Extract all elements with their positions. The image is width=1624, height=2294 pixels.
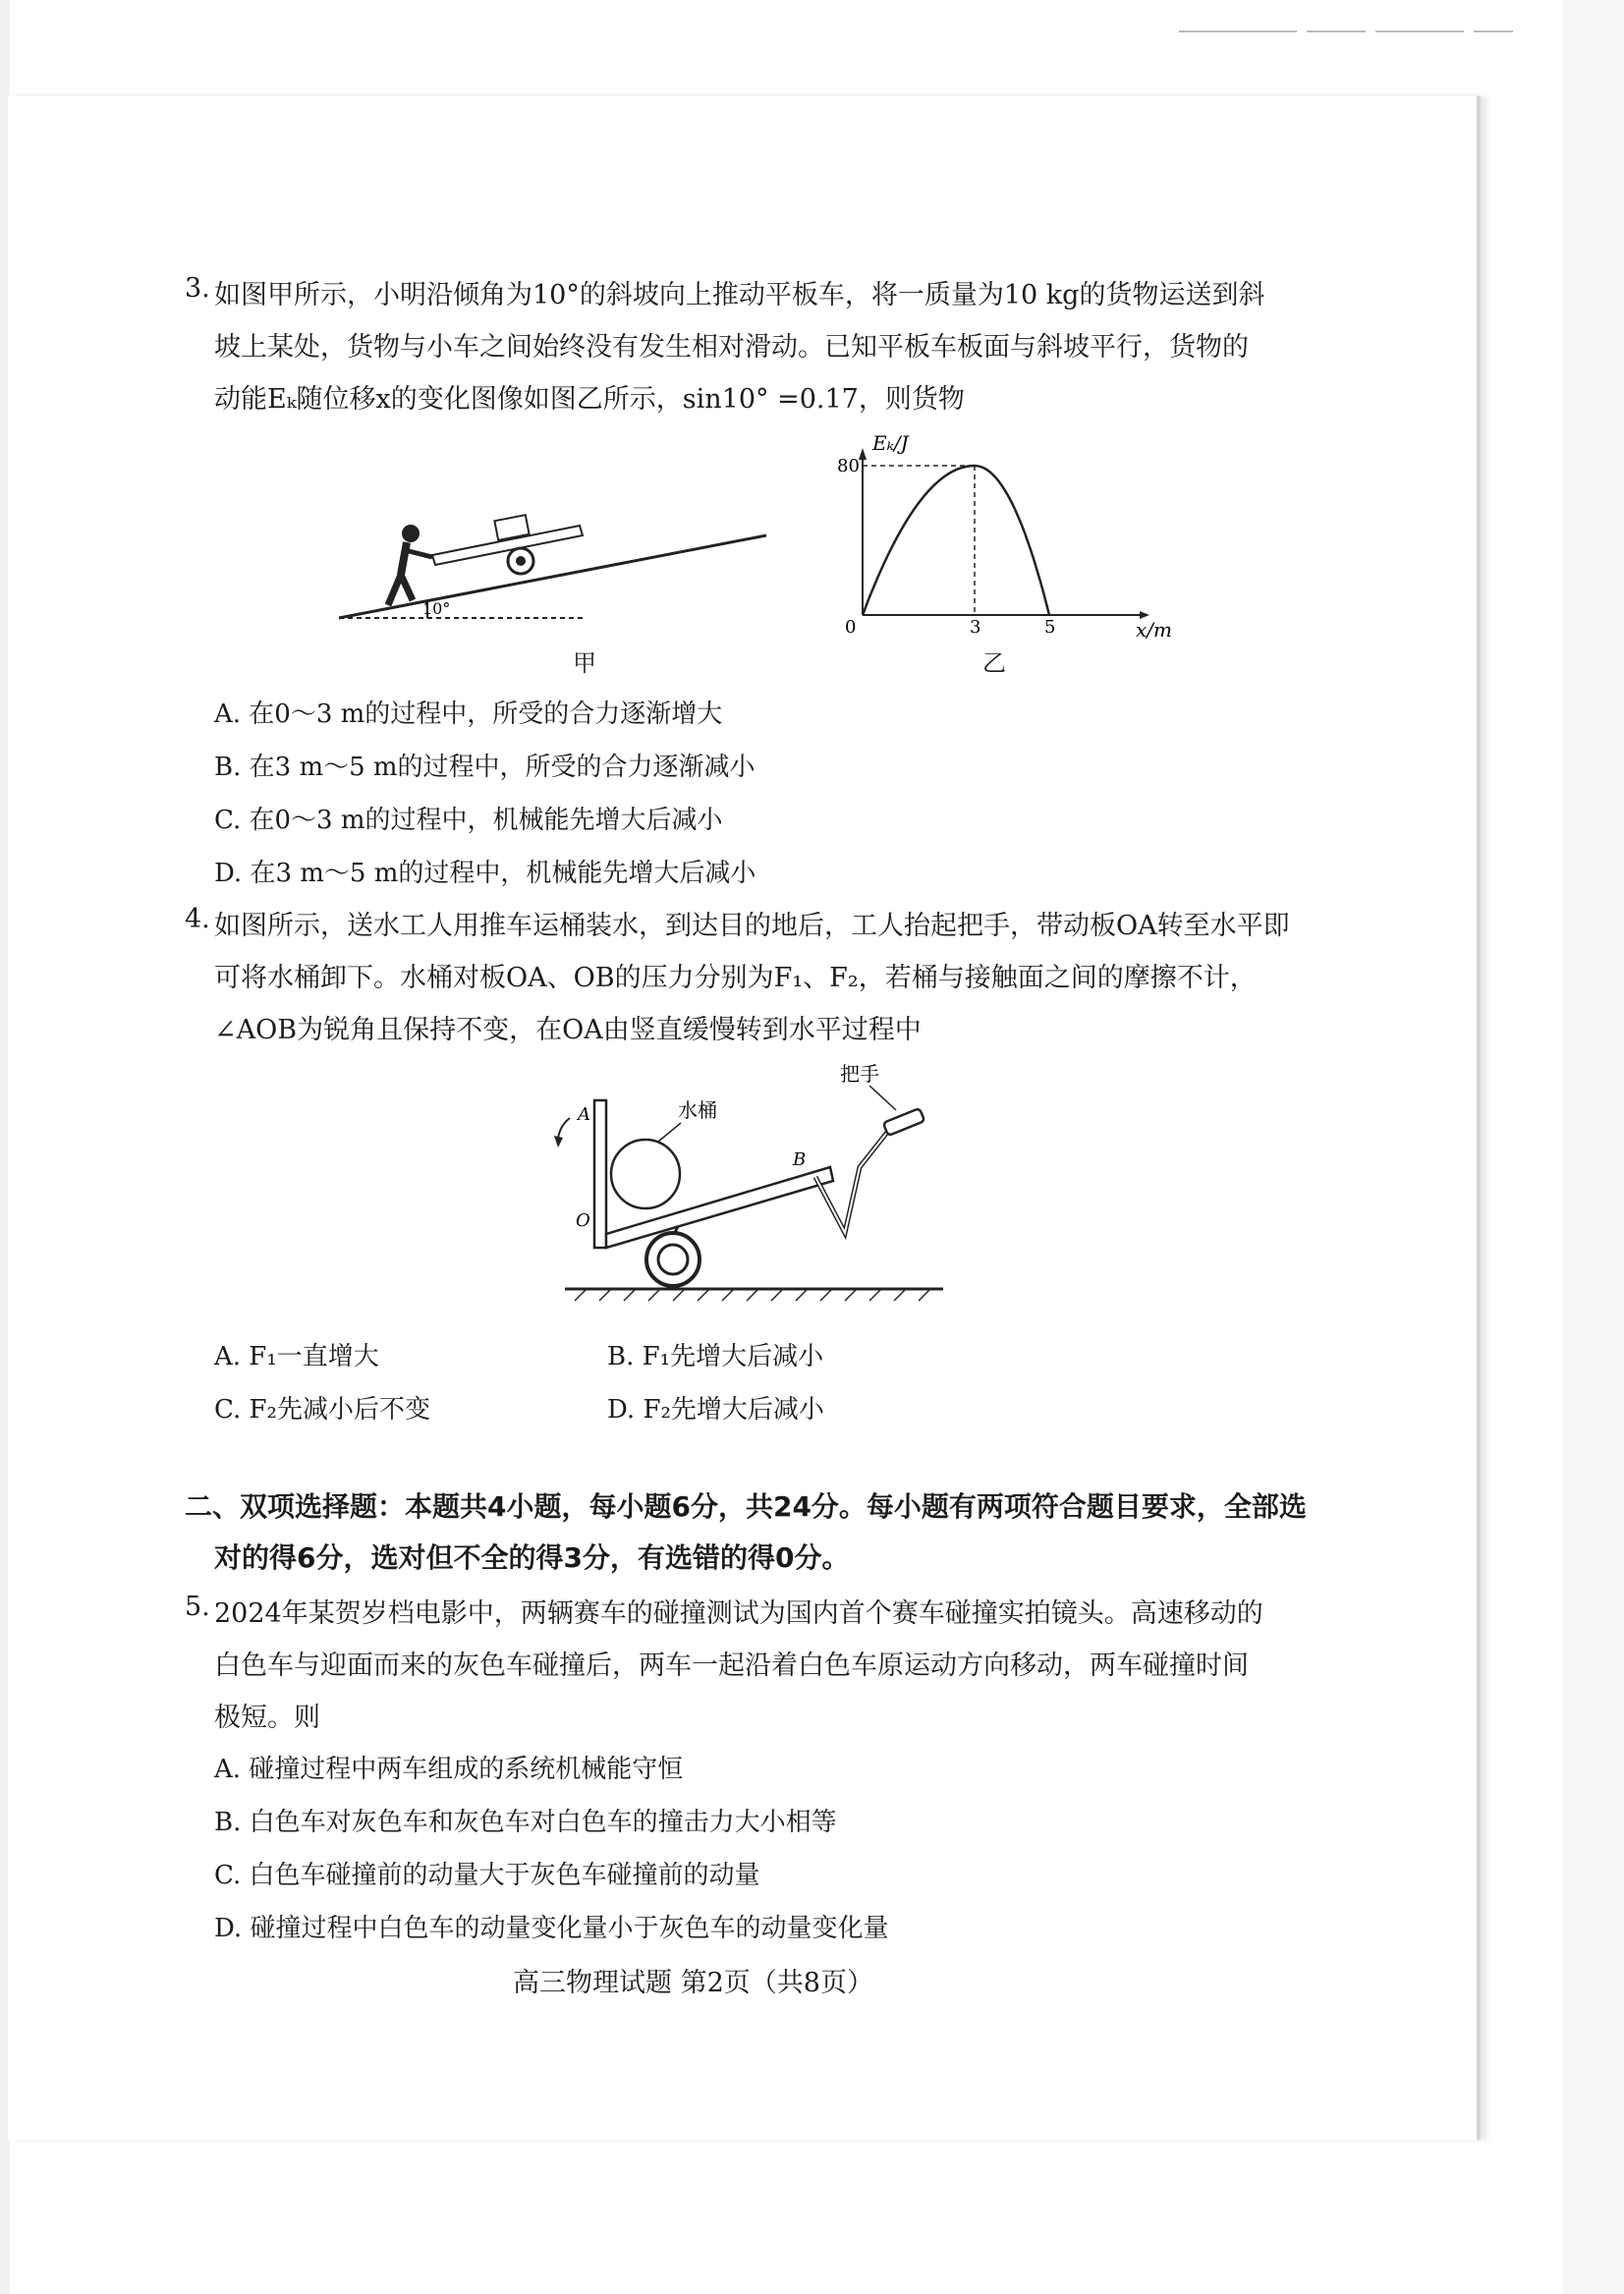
q3-stem-line2: 坡上某处，货物与小车之间始终没有发生相对滑动。已知平板车板面与斜坡平行，货物的	[214, 332, 1249, 363]
q3-option-c: C. 在0～3 m的过程中，机械能先增大后减小	[214, 806, 723, 835]
q3-option-b: B. 在3 m～5 m的过程中，所受的合力逐渐减小	[214, 753, 756, 782]
q4-option-a: A. F₁一直增大	[214, 1342, 379, 1371]
wheel-hub	[658, 1245, 688, 1274]
board-oa	[594, 1100, 606, 1248]
ground-hatch	[575, 1289, 930, 1301]
angle-label: 10°	[422, 599, 451, 618]
q5-option-d: D. 碰撞过程中白色车的动量变化量小于灰色车的动量变化量	[214, 1914, 889, 1943]
q4-figure-cart	[550, 1061, 953, 1307]
rotation-arrow	[558, 1118, 570, 1140]
y-axis-arrow	[859, 448, 867, 460]
q3-number: 3.	[185, 273, 210, 304]
q3-ek-chart	[835, 428, 1172, 642]
page-footer: 高三物理试题 第2页（共8页）	[513, 1968, 873, 1998]
bucket-icon	[611, 1140, 680, 1208]
q4-stem-line3: ∠AOB为锐角且保持不变，在OA由竖直缓慢转到水平过程中	[214, 1015, 922, 1045]
q5-option-b: B. 白色车对灰色车和灰色车对白色车的撞击力大小相等	[214, 1808, 837, 1837]
handle-leader	[869, 1086, 896, 1110]
q5-stem-line3: 极短。则	[214, 1703, 320, 1733]
label-handle: 把手	[840, 1062, 879, 1086]
q4-option-d: D. F₂先增大后减小	[607, 1395, 824, 1425]
q4-stem-line1: 如图所示，送水工人用推车运桶装水，到达目的地后，工人抬起把手，带动板OA转至水平即	[214, 911, 1290, 941]
handle-icon	[883, 1108, 924, 1136]
label-b: B	[793, 1149, 807, 1170]
cart-icon	[432, 515, 583, 574]
q3-figure-a-caption: 甲	[573, 649, 596, 677]
q5-option-c: C. 白色车碰撞前的动量大于灰色车碰撞前的动量	[214, 1861, 760, 1890]
q3-figure-b-caption: 乙	[982, 649, 1006, 677]
q5-stem-line2: 白色车与迎面而来的灰色车碰撞后，两车一起沿着白色车原运动方向移动，两车碰撞时间	[214, 1651, 1249, 1681]
section2-heading-line2: 对的得6分，选对但不全的得3分，有选错的得0分。	[214, 1541, 850, 1574]
x-tick-5: 5	[1044, 617, 1056, 638]
person-icon	[388, 525, 432, 605]
q3-option-d: D. 在3 m～5 m的过程中，机械能先增大后减小	[214, 859, 756, 888]
q4-number: 4.	[185, 904, 210, 934]
q4-stem-line2: 可将水桶卸下。水桶对板OA、OB的压力分别为F₁、F₂，若桶与接触面之间的摩擦不计，	[214, 963, 1257, 993]
rotation-arrow-head	[554, 1136, 563, 1147]
bucket-leader	[658, 1123, 681, 1142]
label-a: A	[578, 1104, 590, 1125]
q4-option-c: C. F₂先减小后不变	[214, 1395, 430, 1425]
ek-curve	[863, 466, 1049, 615]
label-o: O	[576, 1210, 590, 1231]
q5-number: 5.	[185, 1592, 210, 1622]
x-axis-label: x/m	[1136, 618, 1172, 642]
y-tick-80: 80	[837, 456, 860, 476]
label-bucket: 水桶	[678, 1098, 717, 1122]
x-tick-3: 3	[970, 617, 981, 638]
y-axis-label: Eₖ/J	[872, 431, 909, 455]
q5-stem-line1: 2024年某贺岁档电影中，两辆赛车的碰撞测试为国内首个赛车碰撞实拍镜头。高速移动的	[214, 1598, 1263, 1629]
q3-stem-line1: 如图甲所示，小明沿倾角为10°的斜坡向上推动平板车，将一质量为10 kg的货物运送到斜	[214, 280, 1265, 310]
q3-option-a: A. 在0～3 m的过程中，所受的合力逐渐增大	[214, 699, 723, 729]
origin-label: 0	[845, 617, 857, 638]
section2-heading-line1: 二、双项选择题：本题共4小题，每小题6分，共24分。每小题有两项符合题目要求，全部选	[185, 1490, 1307, 1523]
q3-stem-line3: 动能Eₖ随位移x的变化图像如图乙所示，sin10° =0.17，则货物	[214, 384, 965, 415]
q5-option-a: A. 碰撞过程中两车组成的系统机械能守恒	[214, 1755, 684, 1784]
q4-option-b: B. F₁先增大后减小	[607, 1342, 824, 1371]
q3-figure-slope	[334, 496, 776, 643]
